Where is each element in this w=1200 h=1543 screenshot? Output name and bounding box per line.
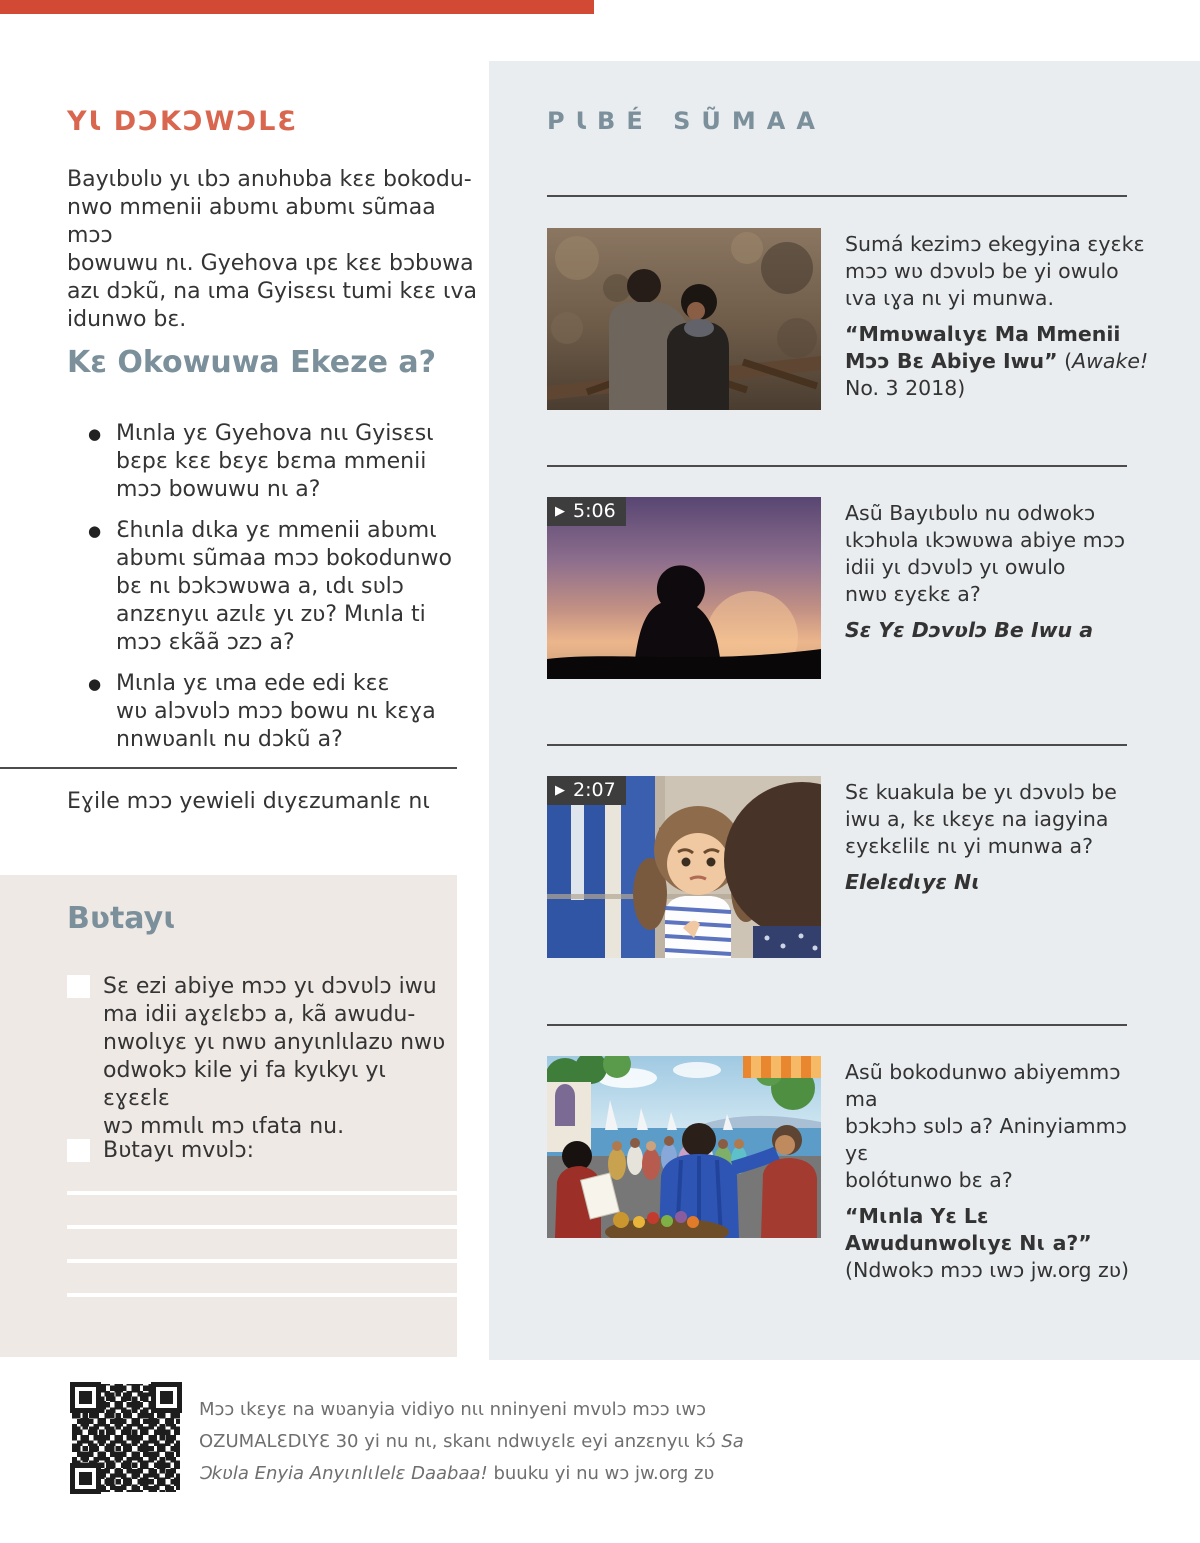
divider-rule	[0, 767, 457, 769]
checklist-item-text: Bʋtayɩ mvʋlɔ:	[103, 1138, 255, 1163]
media-description: Asũ bokodunwo abiyemmɔ ma bɔkɔhɔ sʋlɔ a? Aninyiammɔ yɛ bolótunwo bɛ a?	[845, 1060, 1127, 1192]
media-panel	[489, 61, 1200, 1360]
qr-finder-icon	[70, 1382, 101, 1413]
checklist-item-text: Sɛ ezi abiye mɔɔ yɩ dɔvʋlɔ iwu ma idii aɣɛlɛbɔ a, kã awudu- nwolɩyɛ yɩ nwʋ anyɩnlɩlazʋ nwʋ odwokɔ kile yi fa kyɩkyɩ yɩ ɛɣɛɛlɛ wɔ mmɩlɩ mɔ ɩfata nu.	[103, 974, 446, 1139]
checklist-item	[67, 1137, 453, 1165]
media-item-text	[845, 231, 1153, 402]
footer-line: OZUMALƐDƖYƐ 30 yi nu nɩ, skanɩ ndwɩyɛlɛ eyi anzɛnyɩɩ kɔ́ Sa	[199, 1431, 744, 1452]
video-duration: 2:07	[573, 779, 616, 801]
media-description: Sɛ kuakula be yɩ dɔvʋlɔ be iwu a, kɛ ɩkɛyɛ na iagyina ɛyɛkɛlilɛ nɩ yi munwa a?	[845, 780, 1117, 858]
video-duration-badge	[547, 497, 626, 526]
checkbox[interactable]	[67, 975, 90, 998]
cartoon-girl-video-thumbnail[interactable]	[547, 776, 821, 958]
left-section-title: YƖ DƆKƆWƆLƐ	[67, 106, 299, 137]
footer-line: Mɔɔ ɩkɛyɛ na wʋanyia vidiyo nɩɩ nninyeni mvʋlɔ mɔɔ ɩwɔ	[199, 1399, 707, 1420]
question-text: Ɛhɩnla dɩka yɛ mmenii abʋmɩ abʋmɩ sũmaa mɔɔ bokodunwo bɛ nɩ bɔkɔwʋwa a, ɩdɩ sʋlɔ anzɛnyɩɩ azɩlɛ yɩ zʋ? Mɩnla ti mɔɔ ɛkãã ɔzɔ a?	[116, 518, 453, 655]
media-item-text	[845, 1059, 1153, 1284]
item-rule	[547, 195, 1127, 197]
note-writing-line[interactable]	[67, 1225, 457, 1229]
media-description: Sumá kezimɔ ekegyina ɛyɛkɛ mɔɔ wʋ dɔvʋlɔ be yi owulo ɩva ɩɣa nɩ yi munwa.	[845, 232, 1145, 310]
note-writing-line[interactable]	[67, 1293, 457, 1297]
question-text: Mɩnla yɛ ɩma ede edi kɛɛ wʋ alɔvʋlɔ mɔɔ bowu nɩ kɛɣa nnwʋanlɩ nu dɔkũ a?	[116, 671, 436, 752]
media-item-text	[845, 500, 1153, 644]
sunset-silhouette-video-thumbnail[interactable]	[547, 497, 821, 679]
media-title: “Mɩnla Yɛ Lɛ Awudunwolɩyɛ Nɩ a?” (Ndwokɔ mɔɔ ɩwɔ jw.org zʋ)	[845, 1204, 1130, 1282]
footer-text	[199, 1394, 799, 1490]
play-icon: ▶	[555, 503, 565, 519]
question-item	[88, 670, 458, 754]
qr-finder-icon	[151, 1382, 182, 1413]
paradise-scene	[547, 1056, 821, 1238]
question-list	[88, 420, 458, 754]
media-item-text	[845, 779, 1153, 896]
songs-line: Eɣile mɔɔ yewieli dɩyɛzumanlɛ nɩ	[67, 789, 430, 814]
questions-title: Kɛ Okowuwa Ekeze a?	[67, 345, 437, 380]
media-description: Asũ Bayɩbʋlʋ nu odwokɔ ɩkɔhʋla ɩkɔwʋwa abiye mɔɔ idii yɩ dɔvʋlɔ yɩ owulo nwʋ ɛyɛkɛ a?	[845, 501, 1126, 606]
right-section-title: PƖBÉ SŨMAA	[547, 107, 826, 135]
paradise-gathering-illustration	[547, 1056, 821, 1238]
notes-box-title: Bʋtayɩ	[67, 901, 177, 936]
media-title: Sɛ Yɛ Dɔvʋlɔ Be Iwu a	[845, 618, 1094, 642]
media-title: “Mmʋwalɩyɛ Ma Mmenii Mɔɔ Bɛ Abiye Iwu” (Awake! No. 3 2018)	[845, 322, 1149, 400]
video-duration-badge	[547, 776, 626, 805]
footer-line: Ɔkʋla Enyia Anyɩnlɩlelɛ Daabaa! buuku yi nu wɔ jw.org zʋ	[199, 1463, 715, 1484]
item-rule	[547, 465, 1127, 467]
top-accent-bar	[0, 0, 594, 14]
play-icon: ▶	[555, 782, 565, 798]
video-duration: 5:06	[573, 500, 616, 522]
bullet-icon: ●	[88, 522, 102, 540]
notes-box	[0, 875, 457, 1357]
question-text: Mɩnla yɛ Gyehova nɩɩ Gyisɛsɩ bɛpɛ kɛɛ bɛyɛ bɛma mmenii mɔɔ bowuwu nɩ a?	[116, 421, 434, 502]
question-item	[88, 517, 458, 657]
bullet-icon: ●	[88, 425, 102, 443]
media-title: Elelɛdɩyɛ Nɩ	[845, 870, 981, 894]
checkbox[interactable]	[67, 1139, 90, 1162]
qr-finder-icon	[70, 1463, 101, 1494]
checklist-item	[67, 973, 453, 1141]
couple-on-bridge-photo	[547, 228, 821, 410]
qr-code	[67, 1379, 185, 1497]
item-rule	[547, 1024, 1127, 1026]
note-writing-line[interactable]	[67, 1191, 457, 1195]
note-writing-line[interactable]	[67, 1259, 457, 1263]
question-item	[88, 420, 458, 504]
couple-on-bridge-illustration	[547, 228, 821, 410]
item-rule	[547, 744, 1127, 746]
intro-paragraph: Bayɩbʋlʋ yɩ ɩbɔ anʋhʋba kɛɛ bokodu- nwo mmenii abʋmɩ abʋmɩ sũmaa mɔɔ bowuwu nɩ. Gyehova ɩpɛ kɛɛ bɔbʋwa azɩ dɔkũ, na ɩma Gyisɛsɩ tumi kɛɛ ɩva idunwo bɛ.	[67, 167, 477, 332]
bullet-icon: ●	[88, 675, 102, 693]
